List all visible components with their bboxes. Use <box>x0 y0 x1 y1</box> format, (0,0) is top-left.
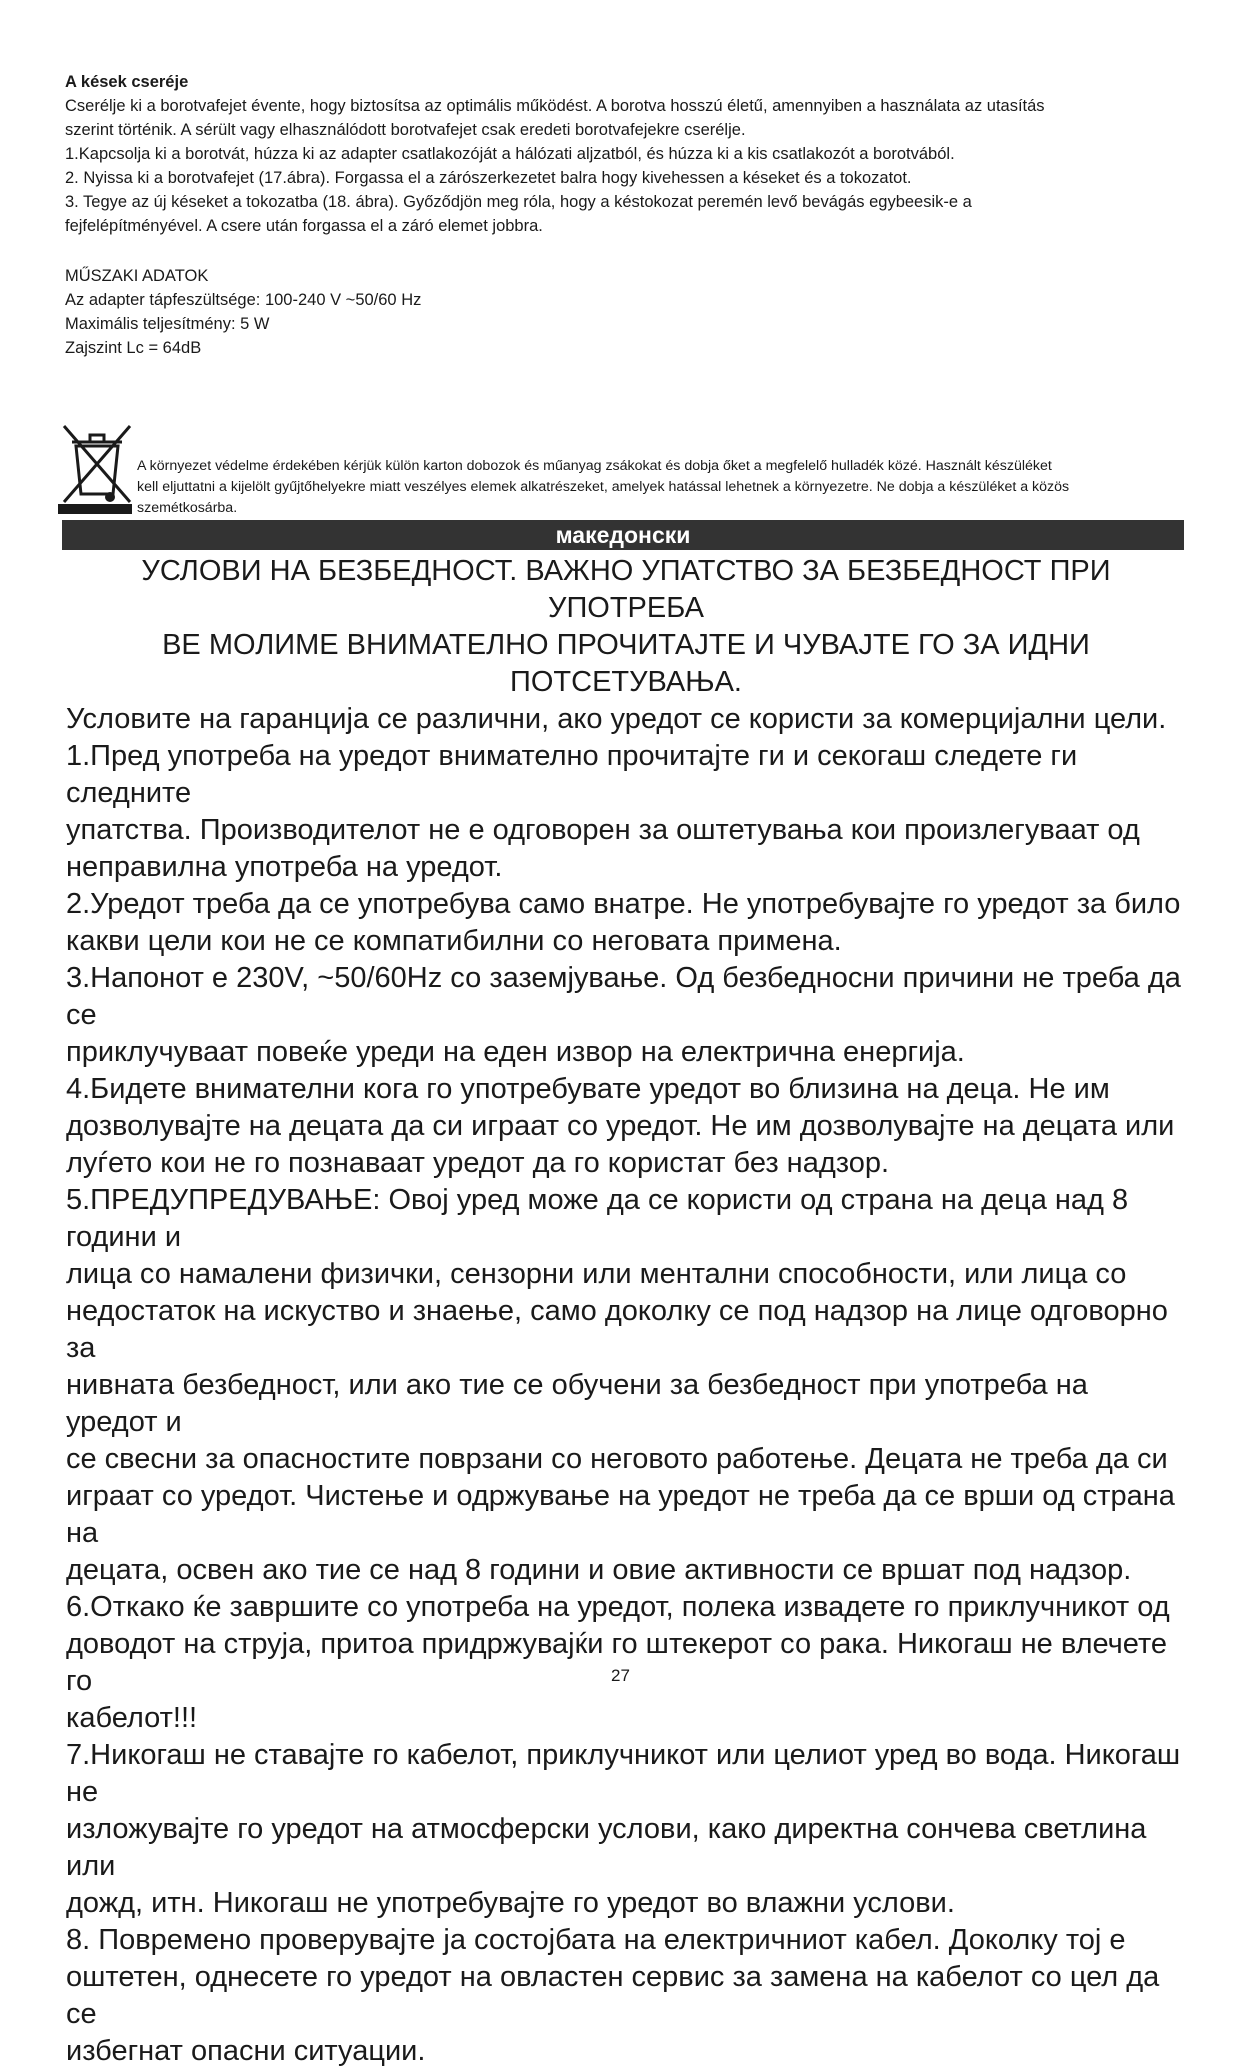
text-line: fejfelépítményével. A csere után forgassa el a záró elemet jobbra. <box>65 217 543 235</box>
text-line: A környezet védelme érdekében kérjük külön karton dobozok és műanyag zsákokat és dobja őket a megfelelő hulladék közé. Használt készüléket <box>137 458 1052 474</box>
text-line: szerint történik. A sérült vagy elhasználódott borotvafejet csak eredeti borotvafejekre cserélje. <box>65 121 746 139</box>
text-line: доводот на струја, притоа придржувајќи го штекерот со рака. Никогаш не влечете го <box>66 1628 1168 1697</box>
text-line: кабелот!!! <box>66 1702 198 1734</box>
hungarian-section <box>65 70 1185 360</box>
text-line: 7.Никогаш не ставајте го кабелот, приклучникот или целиот уред во вода. Никогаш не <box>66 1739 1181 1808</box>
text-line: szemétkosárba. <box>137 500 238 516</box>
text-line: се свесни за опасностите поврзани со неговото работење. Децата не треба да си <box>66 1443 1168 1475</box>
text-line: 2. Nyissa ki a borotvafejet (17.ábra). Forgassa el a zárószerkezetet balra hogy kivehessen a késeket és a tokozatot. <box>65 169 912 187</box>
text-line: играат со уредот. Чистење и одржување на уредот не треба да се врши од страна на <box>66 1480 1175 1549</box>
recycle-bar <box>58 504 132 514</box>
specs-heading: MŰSZAKI ADATOK <box>65 267 209 285</box>
text-line: 3. Tegye az új késeket a tokozatba (18. ábra). Győződjön meg róla, hogy a késtokozat peremén levő bevágás egybeesik-e a <box>65 193 972 211</box>
text-line: лица со намалени физички, сензорни или ментални способности, или лица со <box>66 1258 1127 1290</box>
text-line: избегнат опасни ситуации. <box>66 2035 426 2067</box>
title-line: ВЕ МОЛИМЕ ВНИМАТЕЛНО ПРОЧИТАЈТЕ И ЧУВАЈТЕ ГО ЗА ИДНИ ПОТСЕТУВАЊА. <box>162 629 1090 698</box>
text-line: дожд, итн. Никогаш не употребувајте го уредот во влажни услови. <box>66 1887 955 1919</box>
text-line: упатства. Производителот не е одговорен за оштетувања кои произлегуваат од <box>66 814 1140 846</box>
specs-line: Az adapter tápfeszültsége: 100-240 V ~50/60 Hz <box>65 291 422 309</box>
text-line: kell eljuttatni a kijelölt gyűjtőhelyekre miatt veszélyes elemek alkatrészeket, amelyek hatással lehetnek a környezetre. Ne dobja a készüléket a közös <box>137 479 1070 495</box>
title-line: УСЛОВИ НА БЕЗБЕДНОСТ. ВАЖНО УПАТСТВО ЗА БЕЗБЕДНОСТ ПРИ УПОТРЕБА <box>141 555 1111 624</box>
text-line: 5.ПРЕДУПРЕДУВАЊЕ: Овој уред може да се користи од страна на деца над 8 години и <box>66 1184 1129 1253</box>
environment-notice <box>137 456 1197 519</box>
page-number: 27 <box>611 1666 630 1685</box>
text-line: 3.Напонот е 230V, ~50/60Hz со заземјување. Од безбедносни причини не треба да се <box>66 962 1181 1031</box>
macedonian-section <box>66 553 1186 2070</box>
specs-line: Zajszint Lc = 64dB <box>65 339 202 357</box>
section-heading: A kések cseréje <box>65 73 189 91</box>
text-line: изложувајте го уредот на атмосферски услови, како директна сончева светлина или <box>66 1813 1147 1882</box>
text-line: оштетен, однесете го уредот на овластен сервис за замена на кабелот со цел да се <box>66 1961 1160 2030</box>
text-line: нивната безбедност, или ако тие се обучени за безбедност при употреба на уредот и <box>66 1369 1088 1438</box>
crossed-out-wheelie-bin-icon <box>58 420 136 512</box>
text-line: Условите на гаранција се различни, ако уредот се користи за комерцијални цели. <box>66 703 1167 735</box>
text-line: дозволувајте на децата да си играат со уредот. Не им дозволувајте на децата или <box>66 1110 1175 1142</box>
text-line: 8. Повремено проверувајте ја состојбата на електричниот кабел. Доколку тој е <box>66 1924 1126 1956</box>
text-line: 1.Kapcsolja ki a borotvát, húzza ki az adapter csatlakozóját a hálózati aljzatból, és húzza ki a kis csatlakozót a borotvából. <box>65 145 955 163</box>
text-line: приклучуваат повеќе уреди на еден извор на електрична енергија. <box>66 1036 965 1068</box>
text-line: 4.Бидете внимателни кога го употребувате уредот во близина на деца. Не им <box>66 1073 1110 1105</box>
text-line: какви цели кои не се компатибилни со неговата примена. <box>66 925 842 957</box>
language-header: македонски <box>62 520 1184 550</box>
text-line: недостаток на искуство и знаење, само доколку се под надзор на лице одговорно за <box>66 1295 1168 1364</box>
text-line: 2.Уредот треба да се употребува само внатре. Не употребувајте го уредот за било <box>66 888 1181 920</box>
text-line: 6.Откако ќе завршите со употреба на уредот, полека извадете го приклучникот од <box>66 1591 1170 1623</box>
text-line: луѓето кои не го познаваат уредот да го користат без надзор. <box>66 1147 890 1179</box>
text-line: Cserélje ki a borotvafejet évente, hogy biztosítsa az optimális működést. A borotva hosszú életű, amennyiben a használata az utasítás <box>65 97 1045 115</box>
text-line: 1.Пред употреба на уредот внимателно прочитајте ги и секогаш следете ги следните <box>66 740 1078 809</box>
text-line: децата, освен ако тие се над 8 години и овие активности се вршат под надзор. <box>66 1554 1132 1586</box>
text-line: неправилна употреба на уредот. <box>66 851 503 883</box>
specs-line: Maximális teljesítmény: 5 W <box>65 315 270 333</box>
